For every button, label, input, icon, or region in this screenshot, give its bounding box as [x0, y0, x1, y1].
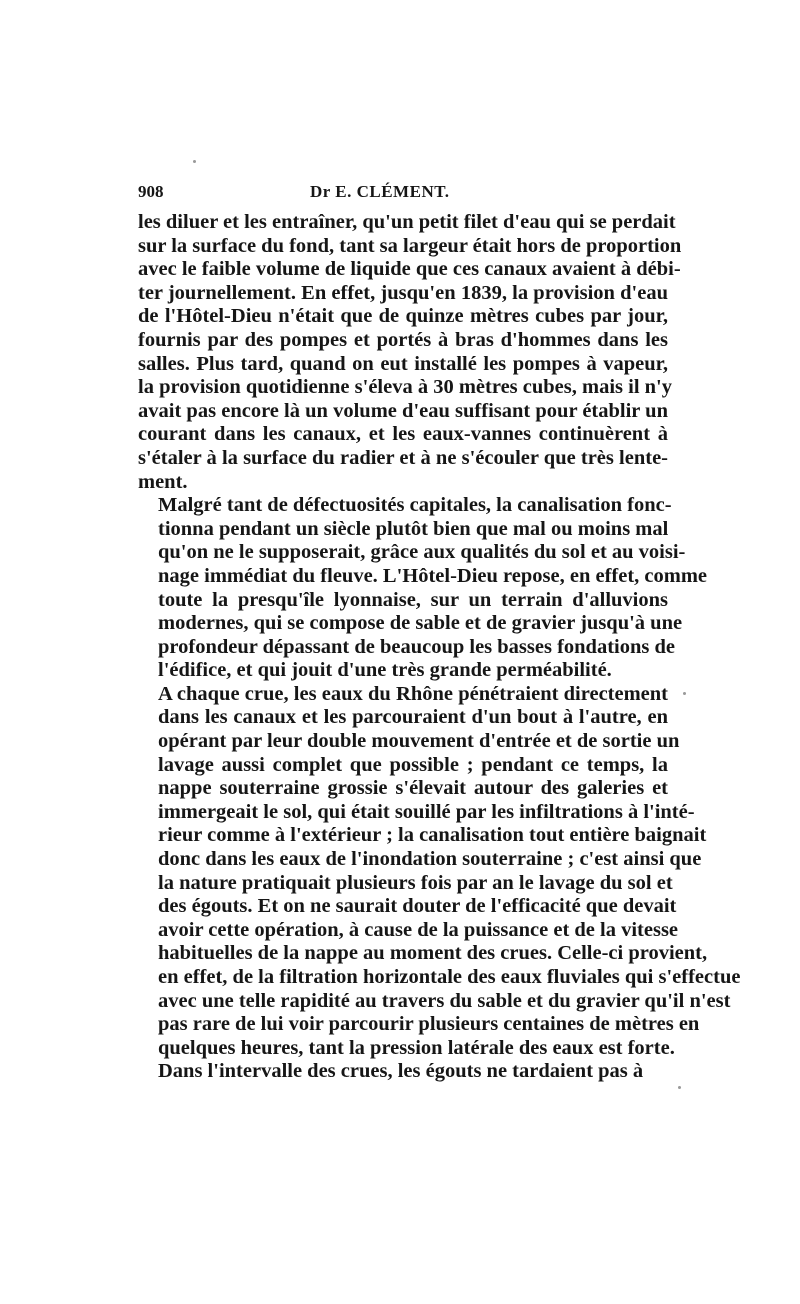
- text-line: tionna pendant un siècle plutôt bien que mal ou moins mal: [158, 517, 669, 540]
- print-speck: [683, 692, 686, 695]
- text-line: quelques heures, tant la pression latérale des eaux est forte.: [158, 1036, 675, 1059]
- text-line: toute la presqu'île lyonnaise, sur un terrain d'alluvions: [158, 588, 668, 611]
- text-line: lavage aussi complet que possible ; pendant ce temps, la: [158, 753, 668, 776]
- text-line: la provision quotidienne s'éleva à 30 mètres cubes, mais il n'y: [138, 376, 672, 399]
- text-line: salles. Plus tard, quand on eut installé les pompes à vapeur,: [138, 352, 668, 375]
- text-line: en effet, de la filtration horizontale des eaux fluviales qui s'effectue: [158, 966, 741, 988]
- text-line: avoir cette opération, à cause de la puissance et de la vitesse: [158, 918, 679, 941]
- text-line: ter journellement. En effet, jusqu'en 1839, la provision d'eau: [138, 281, 668, 304]
- text-line: ment.: [138, 470, 188, 493]
- print-speck: [193, 160, 196, 163]
- text-line: pas rare de lui voir parcourir plusieurs centaines de mètres en: [158, 1013, 700, 1036]
- text-line: la nature pratiquait plusieurs fois par an le lavage du sol et: [158, 871, 673, 894]
- text-line: de l'Hôtel-Dieu n'était que de quinze mètres cubes par jour,: [138, 305, 668, 328]
- running-head: Dr E. CLÉMENT.: [310, 182, 450, 201]
- text-line: courant dans les canaux, et les eaux-vannes continuèrent à: [138, 423, 668, 446]
- page-number: 908: [138, 182, 164, 201]
- text-line: dans les canaux et les parcouraient d'un bout à l'autre, en: [158, 706, 668, 729]
- print-speck: [678, 1086, 681, 1089]
- body-text: [138, 211, 741, 1084]
- text-line: s'étaler à la surface du radier et à ne s'écouler que très lente-: [138, 446, 668, 469]
- text-line: rieur comme à l'extérieur ; la canalisation tout entière baignait: [158, 824, 707, 847]
- text-line: qu'on ne le supposerait, grâce aux qualités du sol et au voisi-: [158, 541, 686, 564]
- text-line: opérant par leur double mouvement d'entrée et de sortie un: [158, 730, 680, 753]
- text-line: les diluer et les entraîner, qu'un petit filet d'eau qui se perdait: [138, 211, 676, 233]
- text-line: immergeait le sol, qui était souillé par les infiltrations à l'inté-: [158, 800, 695, 823]
- text-line: profondeur dépassant de beaucoup les basses fondations de: [158, 635, 675, 658]
- text-line: nage immédiat du fleuve. L'Hôtel-Dieu repose, en effet, comme: [158, 564, 708, 587]
- text-line: modernes, qui se compose de sable et de gravier jusqu'à une: [158, 612, 683, 635]
- paragraph: [138, 211, 682, 494]
- paragraph: [138, 494, 708, 683]
- text-line: fournis par des pompes et portés à bras d'hommes dans les: [138, 328, 668, 351]
- text-line: sur la surface du fond, tant sa largeur était hors de proportion: [138, 234, 682, 257]
- text-line: nappe souterraine grossie s'élevait autour des galeries et: [158, 777, 668, 800]
- paragraph: [138, 1060, 668, 1084]
- text-line: avec une telle rapidité au travers du sable et du gravier qu'il n'est: [158, 989, 731, 1012]
- paragraph: [138, 682, 741, 1061]
- page-header: [138, 182, 668, 206]
- text-line: avec le faible volume de liquide que ces canaux avaient à débi-: [138, 258, 681, 281]
- text-line: avait pas encore là un volume d'eau suffisant pour établir un: [138, 399, 668, 422]
- text-line: des égouts. Et on ne saurait douter de l'efficacité que devait: [158, 895, 677, 918]
- text-line: Dans l'intervalle des crues, les égouts ne tardaient pas à: [158, 1060, 644, 1083]
- text-line: habituelles de la nappe au moment des crues. Celle-ci provient,: [158, 942, 708, 965]
- text-line: l'édifice, et qui jouit d'une très grande perméabilité.: [158, 659, 612, 682]
- text-line: donc dans les eaux de l'inondation souterraine ; c'est ainsi que: [158, 848, 702, 871]
- text-line: A chaque crue, les eaux du Rhône pénétraient directement: [158, 682, 668, 705]
- text-line: Malgré tant de défectuosités capitales, la canalisation fonc-: [158, 494, 672, 517]
